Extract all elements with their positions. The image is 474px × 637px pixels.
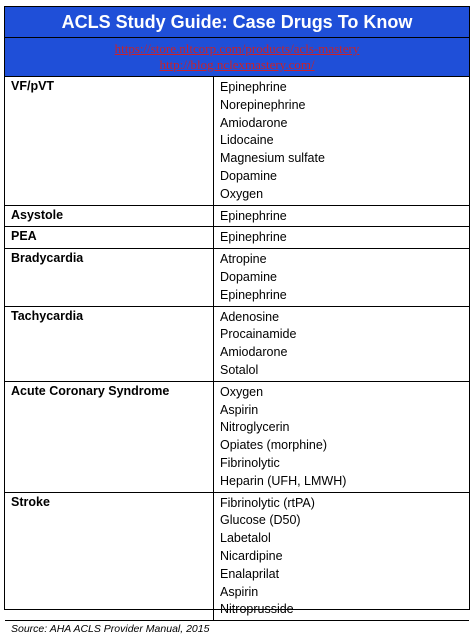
- drugs-cell: [214, 381, 470, 492]
- page-title: ACLS Study Guide: Case Drugs To Know: [5, 7, 469, 38]
- source-citation: Source: AHA ACLS Provider Manual, 2015: [11, 623, 210, 636]
- drug-item: Adenosine: [220, 309, 280, 324]
- condition-cell: Asystole: [5, 205, 214, 227]
- condition-cell: VF/pVT: [5, 77, 214, 205]
- table-row: [5, 381, 469, 492]
- drug-item: Aspirin: [220, 584, 259, 599]
- drugs-cell: [214, 306, 470, 381]
- condition-cell: Tachycardia: [5, 306, 214, 381]
- condition-cell: PEA: [5, 227, 214, 249]
- drug-item: Oxygen: [220, 384, 264, 399]
- table-row: [5, 205, 469, 227]
- drugs-cell: [214, 227, 470, 249]
- drug-item: Fibrinolytic (rtPA): [220, 495, 315, 510]
- table-row: [5, 249, 469, 306]
- drug-item: Atropine: [220, 252, 267, 267]
- table-row: [5, 77, 469, 205]
- drug-item: Oxygen: [220, 186, 264, 201]
- drug-item: Magnesium sulfate: [220, 151, 325, 166]
- drug-item: Epinephrine: [220, 208, 287, 223]
- drug-item: Nitroprusside: [220, 602, 294, 617]
- drug-item: Labetalol: [220, 531, 271, 546]
- drug-item: Lidocaine: [220, 133, 274, 148]
- drug-item: Norepinephrine: [220, 97, 306, 112]
- drug-item: Nitroglycerin: [220, 420, 290, 435]
- watermark-band: [5, 38, 469, 77]
- table-row: [5, 306, 469, 381]
- condition-cell: Stroke: [5, 492, 214, 621]
- drugs-cell: [214, 77, 470, 205]
- drug-item: Epinephrine: [220, 230, 287, 245]
- drugs-cell: [214, 492, 470, 621]
- drug-item: Aspirin: [220, 402, 259, 417]
- drug-item: Amiodarone: [220, 345, 288, 360]
- drug-item: Amiodarone: [220, 115, 288, 130]
- watermark-link-store[interactable]: https://store.nltcorp.com/products/acls-mastery: [114, 41, 360, 56]
- table-row: [5, 492, 469, 621]
- drug-item: Dopamine: [220, 168, 277, 183]
- drug-item: Dopamine: [220, 269, 277, 284]
- watermark-link-blog[interactable]: http://blog.nclexmastery.com/: [159, 57, 315, 72]
- drug-item: Enalaprilat: [220, 566, 280, 581]
- condition-cell: Acute Coronary Syndrome: [5, 381, 214, 492]
- drug-item: Sotalol: [220, 362, 259, 377]
- study-guide-sheet: [4, 6, 470, 636]
- drug-item: Opiates (morphine): [220, 438, 327, 453]
- drug-item: Procainamide: [220, 327, 297, 342]
- drug-item: Nicardipine: [220, 548, 283, 563]
- drugs-cell: [214, 205, 470, 227]
- drug-item: Glucose (D50): [220, 513, 301, 528]
- drugs-cell: [214, 249, 470, 306]
- drug-item: Epinephrine: [220, 287, 287, 302]
- drug-table: [5, 77, 469, 621]
- drug-item: Fibrinolytic: [220, 455, 280, 470]
- drug-item: Epinephrine: [220, 80, 287, 94]
- drug-item: Heparin (UFH, LMWH): [220, 473, 347, 488]
- table-row: [5, 227, 469, 249]
- condition-cell: Bradycardia: [5, 249, 214, 306]
